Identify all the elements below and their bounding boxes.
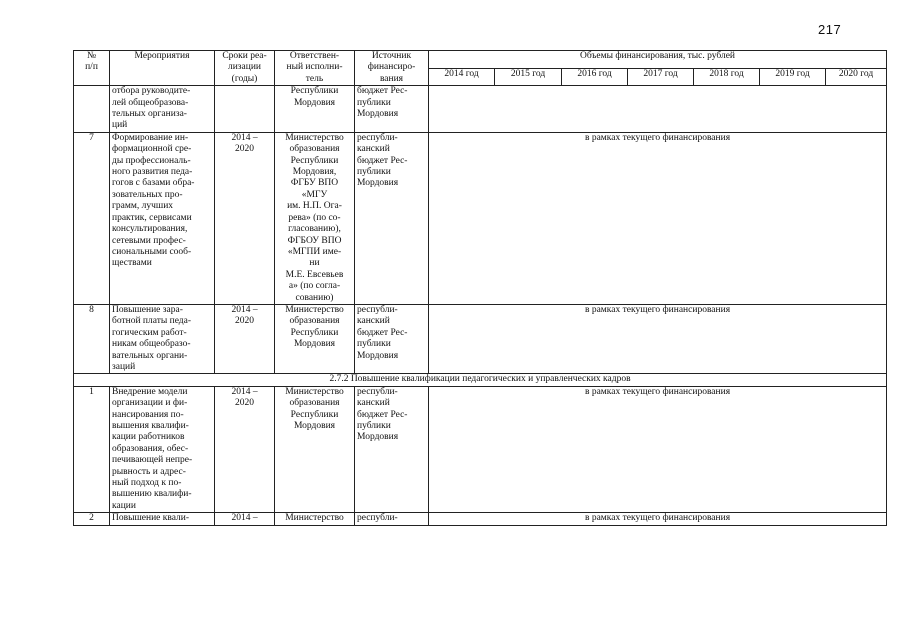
header-year: 2018 год — [694, 68, 760, 86]
row-executor: Республики Мордовия — [275, 86, 355, 133]
header-executor: Ответствен- ный исполни- тель — [275, 51, 355, 86]
row-executor: Министерство образования Республики Мордовия — [275, 304, 355, 373]
row-num: 2 — [74, 513, 110, 525]
page-number: 217 — [818, 22, 842, 37]
header-row — [74, 51, 887, 69]
row-period: 2014 – — [215, 513, 275, 525]
row-num — [74, 86, 110, 133]
row-executor: Министерство образования Республики Мордовия, ФГБУ ВПО «МГУ им. Н.П. Ога- рева» (по со- гласованию), ФГБОУ ВПО «МГПИ име- ни М.Е. Евсевьев а» (по согла- сованию) — [275, 132, 355, 304]
row-funding: в рамках текущего финансирования — [429, 386, 887, 512]
row-funding: в рамках текущего финансирования — [429, 304, 887, 373]
row-funding: в рамках текущего финансирования — [429, 513, 887, 525]
row-period: 2014 – 2020 — [215, 304, 275, 373]
header-year: 2020 год — [826, 68, 887, 86]
row-activity: отбора руководите- лей общеобразова- тельных организа- ций — [110, 86, 215, 133]
row-source: республи- — [355, 513, 429, 525]
row-funding — [429, 86, 887, 133]
row-source: республи- канский бюджет Рес- публики Мордовия — [355, 304, 429, 373]
row-activity: Повышение квали- — [110, 513, 215, 525]
row-executor: Министерство — [275, 513, 355, 525]
header-activity: Мероприятия — [110, 51, 215, 86]
row-period: 2014 – 2020 — [215, 386, 275, 512]
header-period: Сроки реа- лизации (годы) — [215, 51, 275, 86]
row-source: республи- канский бюджет Рес- публики Мордовия — [355, 386, 429, 512]
row-source: республи- канский бюджет Рес- публики Мордовия — [355, 132, 429, 304]
header-year: 2016 год — [562, 68, 628, 86]
row-period — [215, 86, 275, 133]
table-row — [74, 132, 887, 304]
table-row — [74, 386, 887, 512]
header-year: 2015 год — [495, 68, 562, 86]
row-activity: Повышение зара- ботной платы педа- гогическим работ- никам общеобразо- вательных органи- заций — [110, 304, 215, 373]
header-num: № п/п — [74, 51, 110, 86]
row-activity: Формирование ин- формационной сре- ды профессиональ- ного развития педа- гогов с базами обра- зовательных про- грамм, лучших практик, сервисами консультирования, сетевыми профес- сиональными сооб- ществами — [110, 132, 215, 304]
row-funding: в рамках текущего финансирования — [429, 132, 887, 304]
row-activity: Внедрение модели организации и фи- нансирования по- вышения квалифи- кации работников образования, обес- печивающей непре- рывность и адрес- ный подход к по- вышению квалифи- кации — [110, 386, 215, 512]
row-executor: Министерство образования Республики Мордовия — [275, 386, 355, 512]
header-year: 2014 год — [429, 68, 495, 86]
row-period: 2014 – 2020 — [215, 132, 275, 304]
header-year: 2019 год — [760, 68, 826, 86]
header-year: 2017 год — [628, 68, 694, 86]
header-source: Источник финансиро- вания — [355, 51, 429, 86]
table-row — [74, 513, 887, 525]
table-row — [74, 304, 887, 373]
row-num: 7 — [74, 132, 110, 304]
row-num: 8 — [74, 304, 110, 373]
section-row — [74, 374, 887, 386]
funding-table — [73, 50, 887, 526]
row-num: 1 — [74, 386, 110, 512]
header-funding: Объемы финансирования, тыс. рублей — [429, 51, 887, 69]
section-title: 2.7.2 Повышение квалификации педагогических и управленческих кадров — [74, 374, 887, 386]
row-source: бюджет Рес- публики Мордовия — [355, 86, 429, 133]
table-row — [74, 86, 887, 133]
